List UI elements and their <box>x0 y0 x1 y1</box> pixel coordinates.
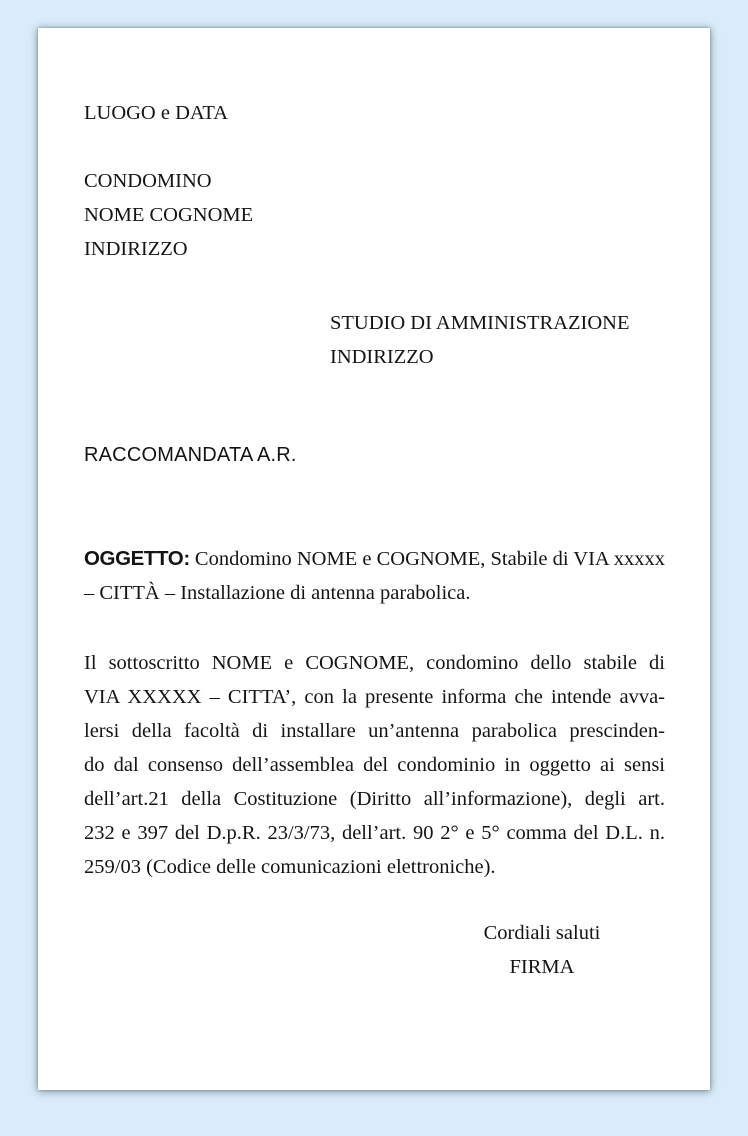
body-line: Il sottoscritto NOME e COGNOME, condomino dello stabile di <box>84 652 665 674</box>
subject-line <box>84 542 665 576</box>
sender-line: INDIRIZZO <box>330 346 434 368</box>
subject-text: Condomino NOME e COGNOME, Stabile di VIA xxxxx <box>189 548 665 570</box>
recipient-line: NOME COGNOME <box>84 204 254 226</box>
closing-block <box>419 916 665 984</box>
delivery-method: RACCOMANDATA A.R. <box>84 444 297 466</box>
body-line: VIA XXXXX – CITTA’, con la presente informa che intende avva- <box>84 686 665 708</box>
sender-block <box>84 306 665 374</box>
recipient-line: CONDOMINO <box>84 170 212 192</box>
sender-line: STUDIO DI AMMINISTRAZIONE <box>330 312 630 334</box>
signature-line: FIRMA <box>509 956 575 978</box>
salutation-line: Cordiali saluti <box>483 922 601 944</box>
recipient-block <box>84 164 665 266</box>
subject-line: – CITTÀ – Installazione di antenna parabolica. <box>84 582 471 604</box>
body-line: 232 e 397 del D.p.R. 23/3/73, dell’art. 90 2° e 5° comma del D.L. n. <box>84 822 665 844</box>
letter-sheet <box>38 28 710 1090</box>
subject-paragraph <box>84 542 665 610</box>
body-line: lersi della facoltà di installare un’antenna parabolica prescinden- <box>84 720 665 742</box>
subject-label: OGGETTO: <box>84 547 190 570</box>
body-line: dell’art.21 della Costituzione (Diritto all’informazione), degli art. <box>84 788 665 810</box>
recipient-line: INDIRIZZO <box>84 238 188 260</box>
body-paragraph <box>84 646 665 884</box>
body-line: do dal consenso dell’assemblea del condominio in oggetto ai sensi <box>84 754 665 776</box>
body-line: 259/03 (Codice delle comunicazioni elettroniche). <box>84 856 496 878</box>
place-date-line: LUOGO e DATA <box>84 102 229 124</box>
